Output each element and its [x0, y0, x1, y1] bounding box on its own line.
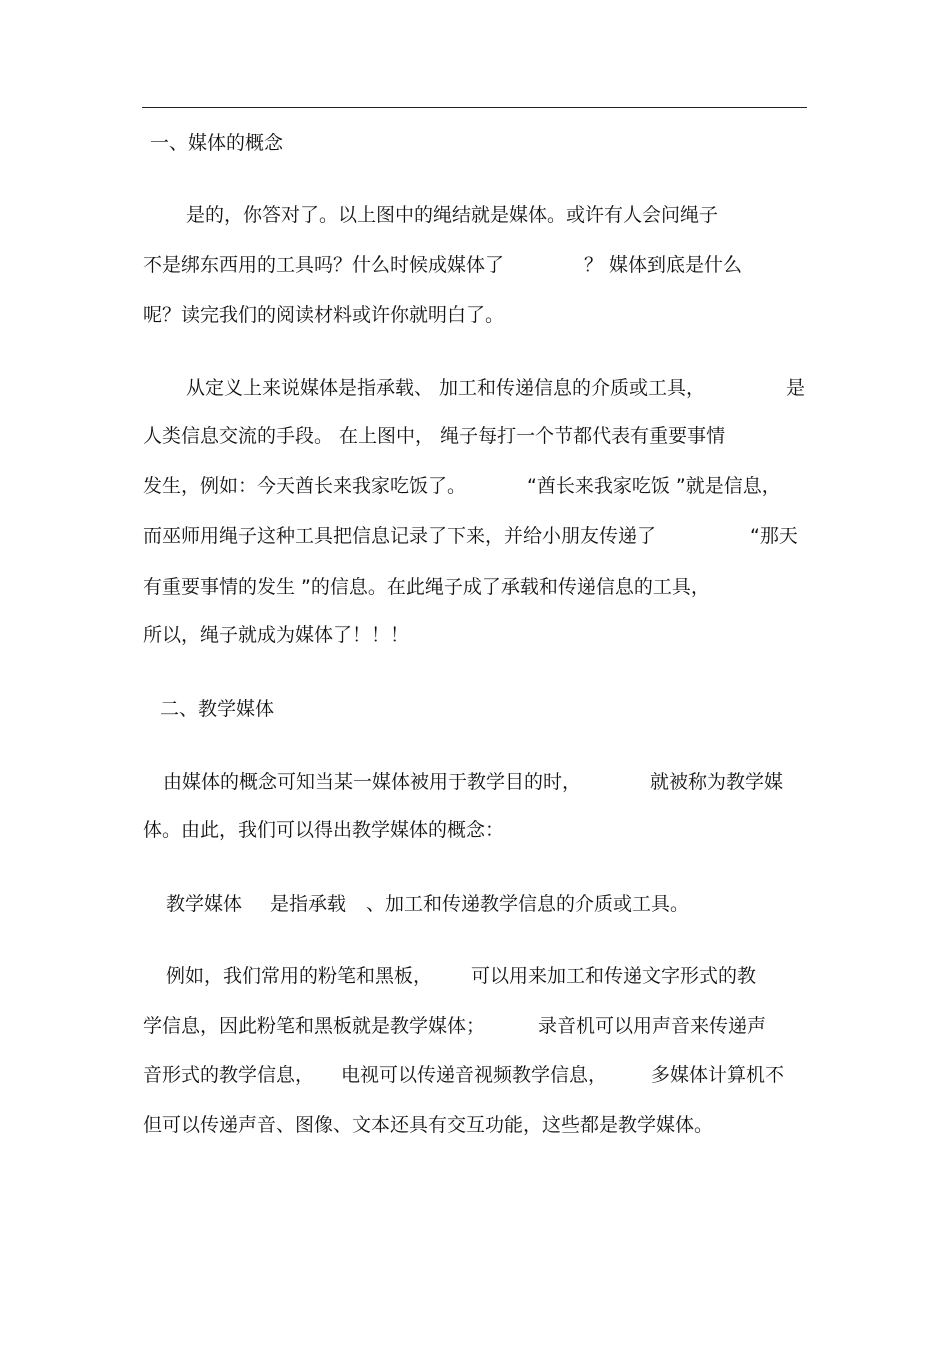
definition-text: 是指承载 [270, 893, 347, 915]
definition-text: 、加工和传递教学信息的介质或工具。 [366, 893, 690, 915]
paragraph-line: “那天 [750, 525, 798, 547]
paragraph-line: 从定义上来说媒体是指承载、 加工和传递信息的介质或工具， [186, 377, 706, 399]
paragraph-line: 而巫师用绳子这种工具把信息记录了下来，并给小朋友传递了 [143, 525, 657, 547]
paragraph-line: 是的，你答对了。以上图中的绳结就是媒体。或许有人会问绳子 [186, 204, 719, 226]
paragraph-line: 多媒体计算机不 [651, 1064, 785, 1086]
paragraph-line: 例如，我们常用的粉笔和黑板， [166, 965, 433, 987]
paragraph-line: 音形式的教学信息， [143, 1064, 315, 1086]
paragraph-line: 是 [786, 377, 806, 399]
paragraph-line: 有重要事情的发生 ”的信息。在此绳子成了承载和传递信息的工具， [143, 576, 710, 598]
paragraph-line: 学信息，因此粉笔和黑板就是教学媒体； [143, 1015, 486, 1037]
paragraph-line: 可以用来加工和传递文字形式的教 [471, 965, 757, 987]
header-rule [142, 107, 807, 108]
definition-term: 教学媒体 [166, 893, 243, 915]
paragraph-line: “酋长来我家吃饭 ”就是信息， [527, 475, 781, 497]
paragraph-line: 发生，例如：今天酋长来我家吃饭了。 [143, 475, 467, 497]
paragraph-line: 电视可以传递音视频教学信息， [341, 1064, 608, 1086]
paragraph-line: ？ 媒体到底是什么 [584, 254, 743, 276]
paragraph-line: 不是绑东西用的工具吗？什么时候成媒体了 [143, 254, 505, 276]
paragraph-line: 体。由此，我们可以得出教学媒体的概念： [143, 819, 505, 841]
paragraph-line: 录音机可以用声音来传递声 [538, 1015, 767, 1037]
paragraph-line: 所以，绳子就成为媒体了！！！ [143, 624, 410, 646]
paragraph-line: 由媒体的概念可知当某一媒体被用于教学目的时， [163, 771, 582, 793]
paragraph-line: 呢？读完我们的阅读材料或许你就明白了。 [143, 304, 505, 326]
paragraph-line: 就被称为教学媒 [650, 771, 784, 793]
section-heading-teaching-media: 二、教学媒体 [160, 698, 275, 720]
paragraph-line: 人类信息交流的手段。 在上图中， 绳子每打一个节都代表有重要事情 [143, 425, 726, 447]
section-heading-media-concept: 一、媒体的概念 [150, 132, 284, 154]
paragraph-line: 但可以传递声音、图像、文本还具有交互功能，这些都是教学媒体。 [143, 1114, 714, 1136]
